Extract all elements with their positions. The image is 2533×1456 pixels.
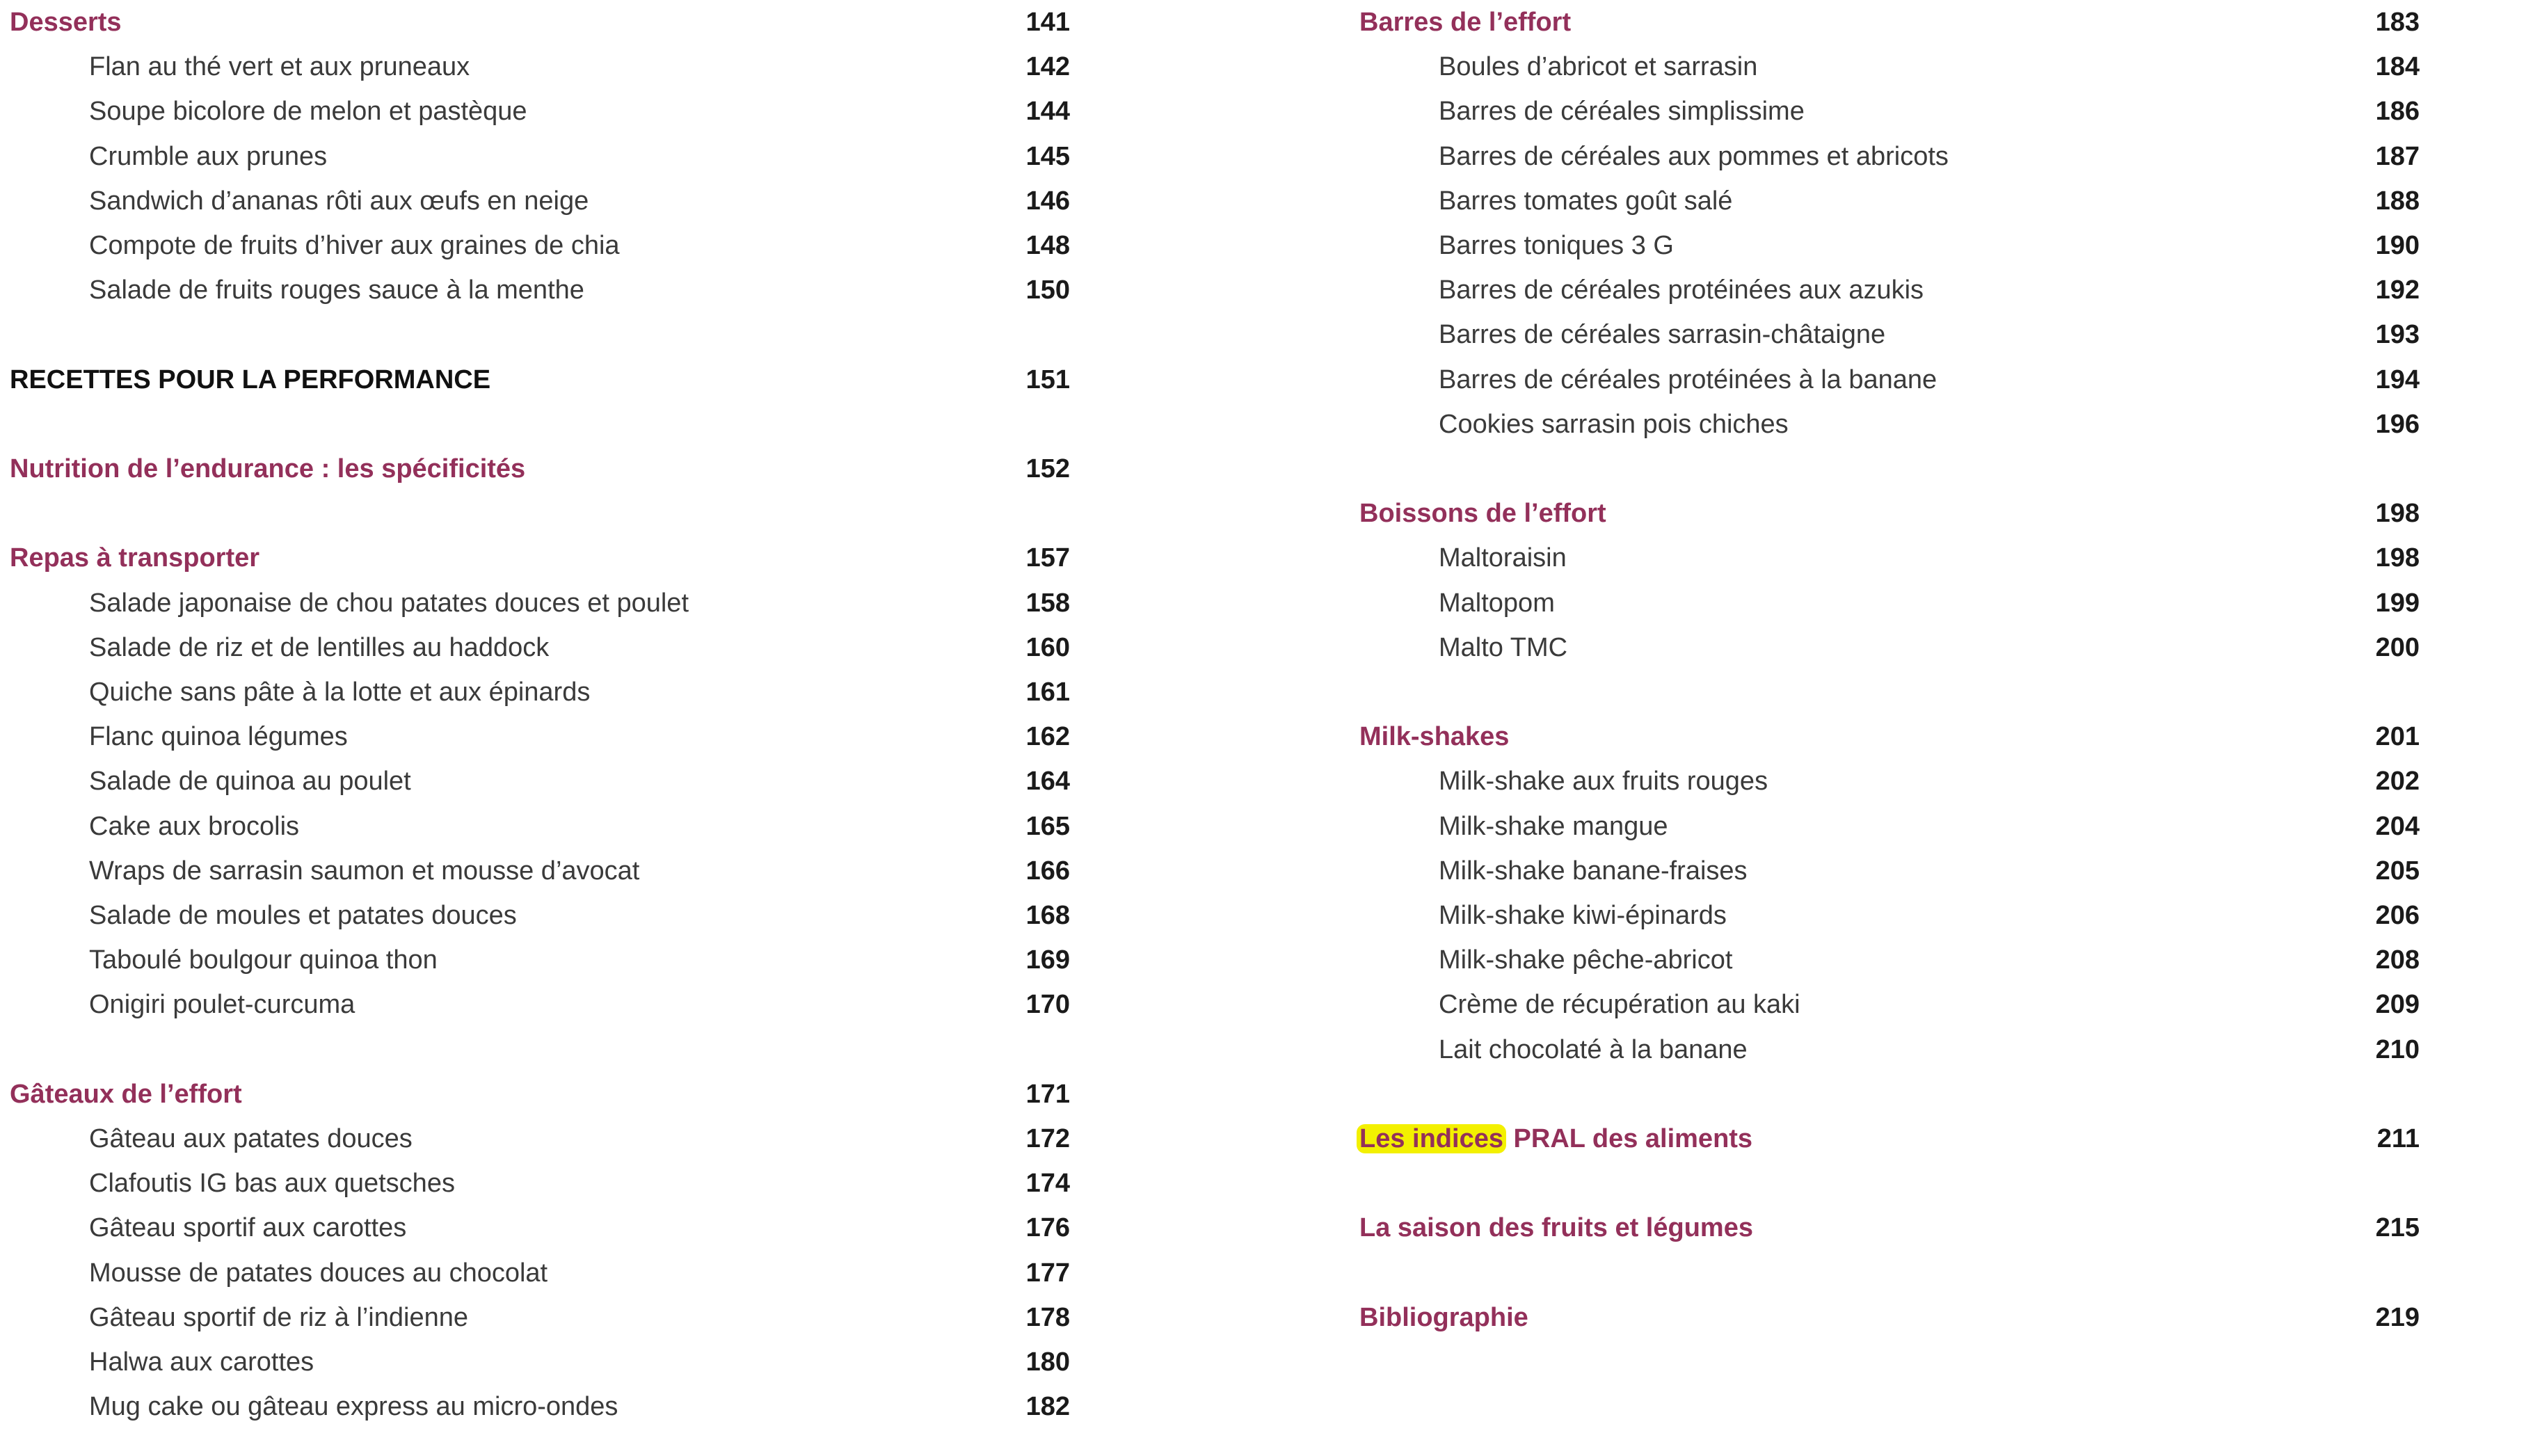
toc-entry[interactable] xyxy=(1350,312,2435,357)
toc-entry-title: Barres toniques 3 G xyxy=(1439,231,1674,260)
toc-page-number: 210 xyxy=(2375,1034,2420,1064)
toc-entry-title: Crumble aux prunes xyxy=(89,141,328,171)
toc-entry-title: Taboulé boulgour quinoa thon xyxy=(89,945,438,975)
toc-entry-title: Salade de fruits rouges sauce à la menthe xyxy=(89,275,584,305)
toc-entry[interactable] xyxy=(0,1384,1085,1429)
toc-entry[interactable] xyxy=(1350,223,2435,268)
toc-page-number: 172 xyxy=(1025,1124,1070,1153)
toc-entry-title: Gâteau aux patates douces xyxy=(89,1124,413,1153)
toc-entry-title: Compote de fruits d’hiver aux graines de chia xyxy=(89,231,620,260)
toc-page-number: 198 xyxy=(2375,543,2420,573)
toc-entry-title: Flanc quinoa légumes xyxy=(89,722,348,752)
toc-entry[interactable] xyxy=(0,581,1085,625)
toc-entry[interactable] xyxy=(0,1251,1085,1295)
toc-section-heading[interactable] xyxy=(1350,1206,2435,1250)
toc-page-number: 196 xyxy=(2375,409,2420,439)
toc-section-heading[interactable] xyxy=(1350,1295,2435,1340)
toc-entry-title: Sandwich d’ananas rôti aux œufs en neige xyxy=(89,186,589,216)
toc-entry-title: Boules d’abricot et sarrasin xyxy=(1439,52,1758,82)
toc-entry[interactable] xyxy=(0,625,1085,670)
toc-entry[interactable] xyxy=(0,804,1085,849)
toc-page-number: 170 xyxy=(1025,990,1070,1020)
toc-entry[interactable] xyxy=(1350,849,2435,893)
toc-entry[interactable] xyxy=(0,714,1085,759)
toc-entry[interactable] xyxy=(0,89,1085,134)
toc-section-heading[interactable] xyxy=(1350,714,2435,759)
toc-section-heading[interactable] xyxy=(0,358,1085,402)
toc-page-number: 192 xyxy=(2375,275,2420,305)
toc-page-number: 177 xyxy=(1025,1258,1070,1288)
toc-entry-title: Wraps de sarrasin saumon et mousse d’avocat xyxy=(89,856,640,886)
toc-entry-title: Boissons de l’effort xyxy=(1359,499,1606,529)
toc-page-number: 152 xyxy=(1025,454,1070,483)
toc-entry-title: Mousse de patates douces au chocolat xyxy=(89,1258,548,1288)
toc-entry-title: La saison des fruits et légumes xyxy=(1359,1213,1753,1243)
toc-page-number: 176 xyxy=(1025,1213,1070,1243)
toc-page-number: 183 xyxy=(2375,8,2420,37)
toc-page-number: 145 xyxy=(1025,141,1070,171)
toc-page-number: 174 xyxy=(1025,1169,1070,1199)
toc-page-number: 199 xyxy=(2375,588,2420,618)
toc-entry[interactable] xyxy=(0,179,1085,223)
toc-entry[interactable] xyxy=(1350,1027,2435,1072)
toc-page-number: 193 xyxy=(2375,320,2420,350)
toc-page-number: 180 xyxy=(1025,1347,1070,1377)
toc-entry[interactable] xyxy=(0,670,1085,714)
toc-page-number: 151 xyxy=(1025,365,1070,394)
toc-entry-title: Milk-shake banane-fraises xyxy=(1439,856,1748,886)
toc-entry-title: Lait chocolaté à la banane xyxy=(1439,1034,1748,1064)
toc-section-heading[interactable] xyxy=(1350,1117,2435,1161)
toc-section-heading[interactable] xyxy=(0,536,1085,580)
toc-page-number: 206 xyxy=(2375,901,2420,930)
toc-entry[interactable] xyxy=(1350,581,2435,625)
toc-entry-title: Malto TMC xyxy=(1439,632,1568,662)
toc-page-number: 186 xyxy=(2375,97,2420,127)
toc-entry-title: Mug cake ou gâteau express au micro-ondes xyxy=(89,1392,618,1422)
toc-entry[interactable] xyxy=(0,134,1085,179)
toc-section-heading[interactable] xyxy=(0,0,1085,45)
toc-page-number: 144 xyxy=(1025,97,1070,127)
toc-entry[interactable] xyxy=(1350,268,2435,312)
toc-entry-title: Barres tomates goût salé xyxy=(1439,186,1733,216)
toc-entry-title: Bibliographie xyxy=(1359,1302,1528,1332)
toc-entry-title: Barres de céréales protéinées à la banane xyxy=(1439,365,1937,394)
toc-entry[interactable] xyxy=(0,982,1085,1027)
toc-page-number: 188 xyxy=(2375,186,2420,216)
toc-page-number: 178 xyxy=(1025,1302,1070,1332)
toc-entry-title: Maltopom xyxy=(1439,588,1555,618)
text-highlight: Les indices xyxy=(1357,1124,1506,1153)
toc-entry-title: Salade de riz et de lentilles au haddock xyxy=(89,632,550,662)
toc-entry[interactable] xyxy=(0,1206,1085,1250)
toc-page-number: 194 xyxy=(2375,365,2420,394)
toc-entry-title: Crème de récupération au kaki xyxy=(1439,990,1800,1020)
toc-page-number: 200 xyxy=(2375,632,2420,662)
toc-entry-title: Milk-shake pêche-abricot xyxy=(1439,945,1733,975)
toc-page-number: 184 xyxy=(2375,52,2420,82)
toc-entry-title: Gâteau sportif aux carottes xyxy=(89,1213,407,1243)
toc-entry-title: Nutrition de l’endurance : les spécificités xyxy=(10,454,526,483)
toc-entry-title: Gâteaux de l’effort xyxy=(10,1079,242,1109)
toc-entry[interactable] xyxy=(1350,402,2435,447)
toc-entry-title: Soupe bicolore de melon et pastèque xyxy=(89,97,527,127)
toc-entry[interactable] xyxy=(0,938,1085,982)
toc-page-number: 161 xyxy=(1025,678,1070,707)
toc-entry-title: Desserts xyxy=(10,8,122,37)
toc-entry-title: Barres de céréales aux pommes et abricots xyxy=(1439,141,1949,171)
toc-page-number: 209 xyxy=(2375,990,2420,1020)
toc-entry-title: Cake aux brocolis xyxy=(89,811,300,841)
toc-entry-title: Milk-shakes xyxy=(1359,722,1510,752)
toc-entry-title: Clafoutis IG bas aux quetsches xyxy=(89,1169,455,1199)
toc-entry-title: Salade japonaise de chou patates douces et poulet xyxy=(89,588,689,618)
toc-page-number: 198 xyxy=(2375,499,2420,529)
toc-page-number: 150 xyxy=(1025,275,1070,305)
toc-entry-title: Onigiri poulet-curcuma xyxy=(89,990,355,1020)
toc-page-number: 208 xyxy=(2375,945,2420,975)
toc-page-number: 182 xyxy=(1025,1392,1070,1422)
toc-entry[interactable] xyxy=(0,1340,1085,1384)
toc-page-number: 187 xyxy=(2375,141,2420,171)
toc-entry-title: Barres de céréales protéinées aux azukis xyxy=(1439,275,1924,305)
toc-entry-title: Flan au thé vert et aux pruneaux xyxy=(89,52,470,82)
toc-entry-title: Quiche sans pâte à la lotte et aux épinards xyxy=(89,678,591,707)
toc-entry-title: Halwa aux carottes xyxy=(89,1347,314,1377)
toc-page-number: 148 xyxy=(1025,231,1070,260)
toc-entry[interactable] xyxy=(1350,982,2435,1027)
toc-entry-title: RECETTES POUR LA PERFORMANCE xyxy=(10,365,491,394)
toc-entry-title: Cookies sarrasin pois chiches xyxy=(1439,409,1789,439)
toc-page-number: 219 xyxy=(2375,1302,2420,1332)
toc-entry[interactable] xyxy=(1350,938,2435,982)
toc-page-number: 160 xyxy=(1025,632,1070,662)
toc-entry-title: Salade de quinoa au poulet xyxy=(89,767,411,797)
toc-entry-title: Milk-shake aux fruits rouges xyxy=(1439,767,1768,797)
toc-entry[interactable] xyxy=(1350,134,2435,179)
toc-entry[interactable] xyxy=(1350,625,2435,670)
toc-section-heading[interactable] xyxy=(1350,491,2435,536)
toc-page-number: 205 xyxy=(2375,856,2420,886)
toc-entry[interactable] xyxy=(0,849,1085,893)
toc-entry[interactable] xyxy=(0,1295,1085,1340)
toc-entry[interactable] xyxy=(1350,179,2435,223)
toc-entry[interactable] xyxy=(0,45,1085,89)
toc-page-number: 169 xyxy=(1025,945,1070,975)
toc-page-number: 165 xyxy=(1025,811,1070,841)
toc-section-heading[interactable] xyxy=(1350,0,2435,45)
toc-section-heading[interactable] xyxy=(0,1072,1085,1117)
toc-page-number: 158 xyxy=(1025,588,1070,618)
toc-entry[interactable] xyxy=(1350,358,2435,402)
toc-page-number: 166 xyxy=(1025,856,1070,886)
toc-entry[interactable] xyxy=(0,223,1085,268)
toc-entry[interactable] xyxy=(1350,45,2435,89)
toc-entry[interactable] xyxy=(0,1117,1085,1161)
toc-entry-title: Milk-shake mangue xyxy=(1439,811,1668,841)
toc-entry-title: Barres de l’effort xyxy=(1359,8,1572,37)
toc-entry-title: Gâteau sportif de riz à l’indienne xyxy=(89,1302,468,1332)
toc-entry-title: Barres de céréales simplissime xyxy=(1439,97,1805,127)
toc-entry-title: Milk-shake kiwi-épinards xyxy=(1439,901,1727,930)
toc-page-number: 215 xyxy=(2375,1213,2420,1243)
toc-page-number: 190 xyxy=(2375,231,2420,260)
toc-entry[interactable] xyxy=(0,893,1085,938)
toc-entry-title: Les indices PRAL des aliments xyxy=(1359,1126,1752,1152)
toc-section-heading[interactable] xyxy=(0,447,1085,491)
toc-entry[interactable] xyxy=(1350,536,2435,580)
toc-entry[interactable] xyxy=(1350,759,2435,803)
toc-page-number: 142 xyxy=(1025,52,1070,82)
toc-entry[interactable] xyxy=(0,759,1085,803)
toc-entry-title: Maltoraisin xyxy=(1439,543,1567,573)
toc-page-number: 202 xyxy=(2375,767,2420,797)
toc-entry[interactable] xyxy=(1350,804,2435,849)
toc-entry[interactable] xyxy=(0,1161,1085,1206)
toc-entry-title: Repas à transporter xyxy=(10,543,260,573)
toc-entry-title: Salade de moules et patates douces xyxy=(89,901,517,930)
toc-entry-title: Barres de céréales sarrasin-châtaigne xyxy=(1439,320,1886,350)
toc-page-number: 157 xyxy=(1025,543,1070,573)
toc-page-number: 164 xyxy=(1025,767,1070,797)
toc-page-number: 171 xyxy=(1025,1079,1070,1109)
toc-page-number: 211 xyxy=(2376,1124,2420,1153)
toc-page-number: 162 xyxy=(1025,722,1070,752)
toc-page-number: 141 xyxy=(1025,8,1070,37)
toc-entry[interactable] xyxy=(1350,893,2435,938)
toc-page-number: 168 xyxy=(1025,901,1070,930)
toc-page-number: 204 xyxy=(2375,811,2420,841)
toc-page-number: 146 xyxy=(1025,186,1070,216)
toc-entry[interactable] xyxy=(0,268,1085,312)
toc-page-number: 201 xyxy=(2375,722,2420,752)
toc-entry[interactable] xyxy=(1350,89,2435,134)
